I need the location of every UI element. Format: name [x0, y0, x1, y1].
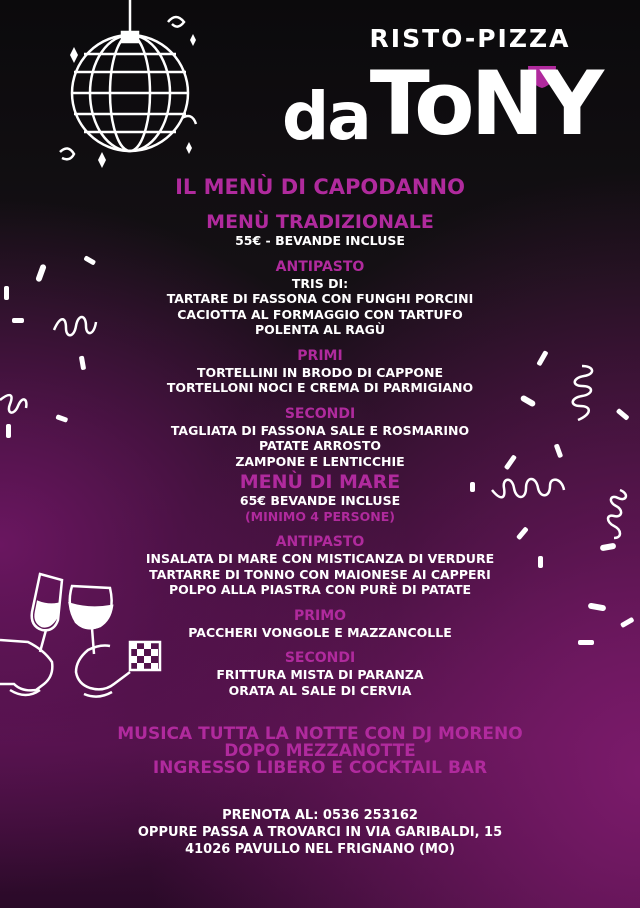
- music-line: MUSICA TUTTA LA NOTTE CON DJ MORENO: [117, 724, 523, 744]
- section-heading-secondi: SECONDI: [284, 405, 356, 422]
- section-heading-antipasto: ANTIPASTO: [275, 534, 365, 550]
- address-line: OPPURE PASSA A TROVARCI IN VIA GARIBALDI, 15: [137, 825, 503, 840]
- menu-item: POLENTA AL RAGÙ: [254, 322, 386, 337]
- menu-item: TARTARE DI FASSONA CON FUNGHI PORCINI: [166, 291, 474, 306]
- menu-item: PATATE ARROSTO: [258, 438, 382, 453]
- page-title: IL MENÙ DI CAPODANNO: [175, 175, 465, 199]
- menu-item: TARTARRE DI TONNO CON MAIONESE AI CAPPERI: [149, 566, 491, 582]
- logo-subtitle: RISTO-PIZZA: [369, 24, 571, 53]
- menu-heading-mare: MENÙ DI MARE: [239, 471, 401, 493]
- menu-item: PACCHERI VONGOLE E MAZZANCOLLE: [188, 624, 452, 640]
- menu-content: [60, 173, 580, 858]
- menu-item: ZAMPONE E LENTICCHIE: [235, 453, 405, 469]
- menu-item: TORTELLINI IN BRODO DI CAPPONE: [196, 364, 444, 380]
- section-heading-primo: PRIMO: [293, 607, 347, 624]
- menu-note: (MINIMO 4 PERSONE): [244, 508, 396, 524]
- logo-name: ToNY: [369, 52, 600, 155]
- menu-heading-tradizionale: MENÙ TRADIZIONALE: [206, 211, 434, 233]
- menu-item: TAGLIATA DI FASSONA SALE E ROSMARINO: [170, 422, 470, 438]
- menu-item: POLPO ALLA PIASTRA CON PURÈ DI PATATE: [168, 582, 472, 597]
- section-heading-antipasto: ANTIPASTO: [275, 258, 365, 275]
- logo-prefix: da: [282, 78, 370, 155]
- music-line: INGRESSO LIBERO E COCKTAIL BAR: [152, 758, 488, 778]
- menu-price: 55€ - BEVANDE INCLUSE: [235, 233, 405, 248]
- menu-item: FRITTURA MISTA DI PARANZA: [216, 667, 424, 682]
- menu-item: ORATA AL SALE DI CERVIA: [228, 682, 412, 698]
- disco-ball-icon: [60, 0, 196, 168]
- logo: [282, 52, 600, 155]
- city-line: 41026 PAVULLO NEL FRIGNANO (MO): [185, 842, 455, 857]
- section-heading-primi: PRIMI: [297, 347, 343, 364]
- music-announcement: [60, 726, 580, 777]
- music-line: DOPO MEZZANOTTE: [224, 741, 416, 761]
- phone-line: PRENOTA AL: 0536 253162: [222, 808, 418, 823]
- menu-item: TORTELLONI NOCI E CREMA DI PARMIGIANO: [166, 380, 474, 395]
- contact-info: [60, 807, 580, 858]
- section-heading-secondi: SECONDI: [284, 650, 356, 666]
- menu-item: TRIS DI:: [291, 275, 349, 291]
- menu-item: INSALATA DI MARE CON MISTICANZA DI VERDURE: [145, 551, 495, 566]
- menu-item: CACIOTTA AL FORMAGGIO CON TARTUFO: [177, 306, 463, 322]
- menu-price: 65€ BEVANDE INCLUSE: [239, 493, 401, 508]
